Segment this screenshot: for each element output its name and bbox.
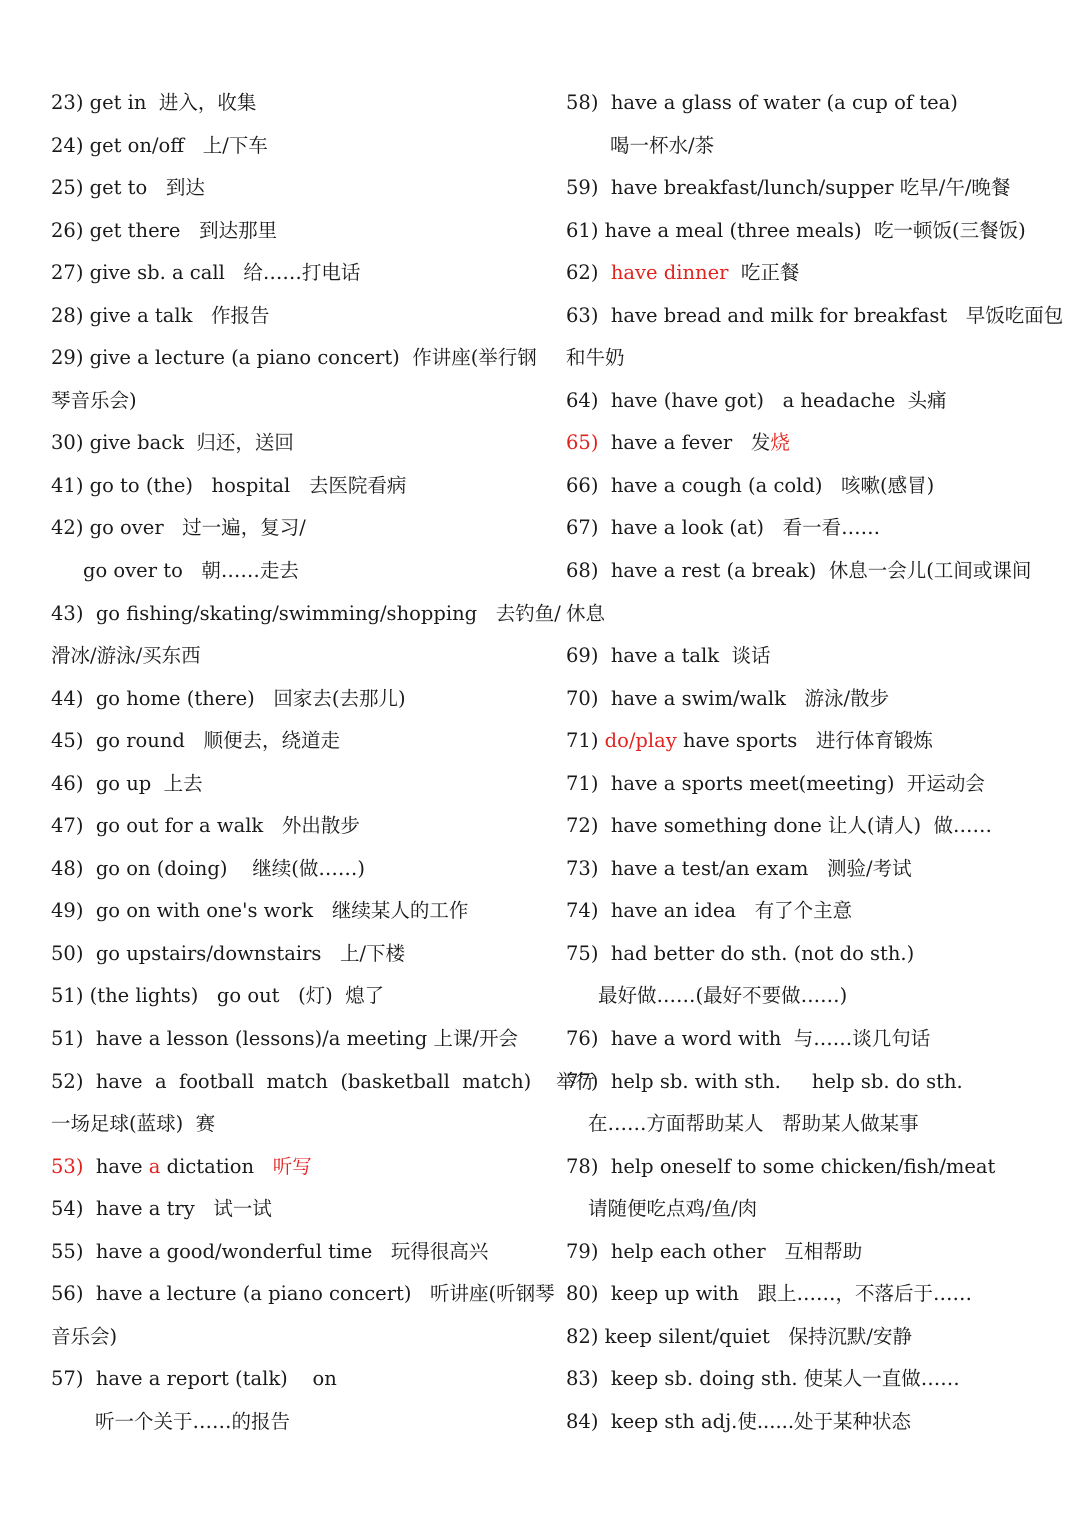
phrase-text: 67) have a look (at) 看一看…… bbox=[566, 516, 881, 540]
highlighted-text: a bbox=[148, 1154, 161, 1178]
phrase-text: 44) go home (there) 回家去(去那儿) bbox=[51, 686, 406, 710]
phrase-line bbox=[51, 337, 541, 380]
phrase-line bbox=[51, 1358, 541, 1401]
phrase-line bbox=[51, 1146, 541, 1189]
phrase-line bbox=[566, 593, 1046, 636]
phrase-line bbox=[566, 507, 1046, 550]
phrase-text: 45) go round 顺便去，绕道走 bbox=[51, 729, 340, 753]
phrase-text: 和牛奶 bbox=[566, 346, 625, 370]
phrase-line bbox=[566, 975, 1046, 1018]
phrase-text: 54) have a try 试一试 bbox=[51, 1197, 272, 1221]
phrase-text: 最好做……(最好不要做……) bbox=[598, 984, 848, 1008]
phrase-text: 51) have a lesson (lessons)/a meeting 上课/开会 bbox=[51, 1027, 519, 1051]
phrase-line bbox=[51, 82, 541, 125]
phrase-line bbox=[51, 1061, 596, 1104]
phrase-text: 听一个关于……的报告 bbox=[95, 1409, 291, 1433]
phrase-text: 73) have a test/an exam 测验/考试 bbox=[566, 856, 912, 880]
phrase-text: 30) give back 归还，送回 bbox=[51, 431, 294, 455]
phrase-segment: 62) bbox=[566, 261, 611, 285]
phrase-line bbox=[566, 1103, 1046, 1146]
phrase-line bbox=[566, 1146, 1046, 1189]
phrase-line bbox=[566, 805, 1046, 848]
phrase-text: 29) give a lecture (a piano concert) 作讲座(举行钢 bbox=[51, 346, 537, 370]
phrase-line bbox=[566, 1316, 1046, 1359]
phrase-text: 24) get on/off 上/下车 bbox=[51, 133, 268, 157]
phrase-text: 23) get in 进入，收集 bbox=[51, 91, 257, 114]
phrase-text: 59) have breakfast/lunch/supper 吃早/午/晚餐 bbox=[566, 176, 1011, 200]
phrase-text: 55) have a good/wonderful time 玩得很高兴 bbox=[51, 1239, 489, 1263]
phrase-line bbox=[51, 125, 541, 168]
phrase-text: 84) keep sth adj.使......处于某种状态 bbox=[566, 1409, 912, 1433]
phrase-line bbox=[566, 1358, 1046, 1401]
phrase-text: 64) have (have got) a headache 头痛 bbox=[566, 388, 947, 412]
phrase-line bbox=[51, 593, 561, 636]
phrase-line bbox=[51, 1188, 541, 1231]
phrase-text: 58) have a glass of water (a cup of tea) bbox=[566, 91, 958, 114]
phrase-line bbox=[51, 1231, 541, 1274]
phrase-line bbox=[51, 1401, 541, 1444]
right-column bbox=[566, 82, 1064, 1444]
phrase-text: 77) help sb. with sth. help sb. do sth. bbox=[566, 1069, 963, 1093]
phrase-line bbox=[566, 1188, 1046, 1231]
phrase-line bbox=[566, 550, 1046, 593]
phrase-text: 52) have a football match (basketball match) 举行 bbox=[51, 1069, 596, 1093]
highlighted-text: 听写 bbox=[272, 1154, 312, 1178]
phrase-line bbox=[51, 550, 541, 593]
phrase-line bbox=[566, 82, 1046, 125]
phrase-line bbox=[566, 1231, 1046, 1274]
phrase-text: 82) keep silent/quiet 保持沉默/安静 bbox=[566, 1324, 913, 1348]
phrase-line bbox=[566, 890, 1046, 933]
phrase-line bbox=[51, 848, 541, 891]
phrase-line bbox=[51, 975, 541, 1018]
highlighted-text: 65) bbox=[566, 431, 599, 455]
phrase-line bbox=[51, 507, 541, 550]
phrase-segment: have bbox=[83, 1154, 149, 1178]
phrase-segment: 吃正餐 bbox=[728, 261, 800, 285]
phrase-text: 61) have a meal (three meals) 吃一顿饭(三餐饭) bbox=[566, 218, 1026, 242]
phrase-line bbox=[566, 848, 1046, 891]
phrase-text: 请随便吃点鸡/鱼/肉 bbox=[588, 1197, 758, 1221]
phrase-line bbox=[566, 720, 1046, 763]
phrase-text: 49) go on with one's work 继续某人的工作 bbox=[51, 899, 469, 923]
phrase-text: 63) have bread and milk for breakfast 早饭吃面包 bbox=[566, 303, 1064, 327]
phrase-line bbox=[566, 252, 1046, 295]
phrase-text: 休息 bbox=[566, 601, 606, 625]
phrase-line bbox=[566, 125, 1046, 168]
phrase-line bbox=[566, 678, 1046, 721]
phrase-line bbox=[51, 295, 541, 338]
phrase-text: 26) get there 到达那里 bbox=[51, 218, 278, 242]
phrase-text: 66) have a cough (a cold) 咳嗽(感冒) bbox=[566, 473, 935, 497]
phrase-line bbox=[51, 167, 541, 210]
phrase-segment: have a fever 发 bbox=[598, 431, 771, 455]
phrase-line bbox=[566, 933, 1046, 976]
highlighted-text: have dinner bbox=[610, 261, 729, 285]
phrase-line bbox=[566, 1273, 1046, 1316]
phrase-text: 28) give a talk 作报告 bbox=[51, 303, 270, 327]
phrase-line bbox=[51, 465, 541, 508]
phrase-text: 在……方面帮助某人 帮助某人做某事 bbox=[588, 1112, 919, 1136]
phrase-text: 83) keep sb. doing sth. 使某人一直做…… bbox=[566, 1367, 960, 1391]
phrase-line bbox=[51, 678, 541, 721]
phrase-line bbox=[566, 1018, 1046, 1061]
phrase-line bbox=[51, 1273, 555, 1316]
phrase-line bbox=[566, 167, 1046, 210]
phrase-text: 42) go over 过一遍，复习/ bbox=[51, 516, 306, 540]
phrase-text: 74) have an idea 有了个主意 bbox=[566, 899, 853, 923]
phrase-line bbox=[51, 933, 541, 976]
phrase-line bbox=[566, 1061, 1046, 1104]
phrase-text: 80) keep up with 跟上……，不落后于…… bbox=[566, 1282, 973, 1306]
phrase-line bbox=[566, 1401, 1046, 1444]
phrase-line bbox=[51, 720, 541, 763]
phrase-line bbox=[566, 337, 1046, 380]
phrase-text: 43) go fishing/skating/swimming/shopping 去钓鱼/ bbox=[51, 601, 561, 625]
phrase-text: 76) have a word with 与……谈几句话 bbox=[566, 1027, 931, 1051]
phrase-line bbox=[566, 210, 1046, 253]
phrase-text: 72) have something done 让人(请人) 做…… bbox=[566, 814, 993, 838]
phrase-line bbox=[51, 890, 541, 933]
phrase-text: 69) have a talk 谈话 bbox=[566, 644, 771, 668]
phrase-text: 70) have a swim/walk 游泳/散步 bbox=[566, 686, 890, 710]
phrase-line bbox=[51, 210, 541, 253]
phrase-line bbox=[51, 805, 541, 848]
phrase-text: 25) get to 到达 bbox=[51, 176, 205, 200]
phrase-line bbox=[566, 422, 1046, 465]
highlighted-text: do/play bbox=[604, 729, 677, 753]
phrase-text: 75) had better do sth. (not do sth.) bbox=[566, 941, 915, 965]
phrase-line bbox=[51, 252, 541, 295]
phrase-line bbox=[51, 1103, 541, 1146]
phrase-text: 27) give sb. a call 给……打电话 bbox=[51, 261, 361, 285]
phrase-text: 56) have a lecture (a piano concert) 听讲座(听钢琴 bbox=[51, 1282, 555, 1306]
phrase-text: 51) (the lights) go out (灯) 熄了 bbox=[51, 984, 385, 1008]
phrase-text: 71) have a sports meet(meeting) 开运动会 bbox=[566, 771, 985, 795]
phrase-line bbox=[51, 1316, 541, 1359]
phrase-line bbox=[566, 295, 1064, 338]
phrase-text: 41) go to (the) hospital 去医院看病 bbox=[51, 473, 407, 497]
phrase-line bbox=[51, 380, 541, 423]
highlighted-text: 53) bbox=[51, 1154, 84, 1178]
phrase-line bbox=[51, 1018, 541, 1061]
phrase-text: 一场足球(蓝球) 赛 bbox=[51, 1112, 216, 1136]
phrase-line bbox=[51, 422, 541, 465]
phrase-line bbox=[566, 465, 1046, 508]
phrase-text: 68) have a rest (a break) 休息一会儿(工间或课间 bbox=[566, 559, 1032, 583]
phrase-text: 音乐会) bbox=[51, 1324, 118, 1348]
phrase-text: 78) help oneself to some chicken/fish/meat bbox=[566, 1154, 996, 1178]
phrase-segment: 71) bbox=[566, 729, 605, 753]
phrase-text: 46) go up 上去 bbox=[51, 771, 203, 795]
phrase-text: 57) have a report (talk) on bbox=[51, 1367, 337, 1391]
phrase-segment: dictation bbox=[160, 1154, 273, 1178]
phrase-text: 50) go upstairs/downstairs 上/下楼 bbox=[51, 941, 406, 965]
phrase-text: 79) help each other 互相帮助 bbox=[566, 1239, 863, 1263]
phrase-line bbox=[51, 635, 541, 678]
phrase-segment: have sports 进行体育锻炼 bbox=[676, 729, 933, 753]
phrase-text: 滑冰/游泳/买东西 bbox=[51, 644, 201, 668]
phrase-line bbox=[566, 380, 1046, 423]
phrase-line bbox=[51, 763, 541, 806]
phrase-line bbox=[566, 763, 1046, 806]
phrase-text: 琴音乐会) bbox=[51, 388, 137, 412]
highlighted-text: 烧 bbox=[770, 431, 790, 455]
phrase-text: 48) go on (doing) 继续(做……) bbox=[51, 856, 365, 880]
phrase-text: 47) go out for a walk 外出散步 bbox=[51, 814, 360, 838]
phrase-text: 喝一杯水/茶 bbox=[610, 133, 715, 157]
phrase-text: go over to 朝……走去 bbox=[83, 559, 299, 583]
phrase-line bbox=[566, 635, 1046, 678]
